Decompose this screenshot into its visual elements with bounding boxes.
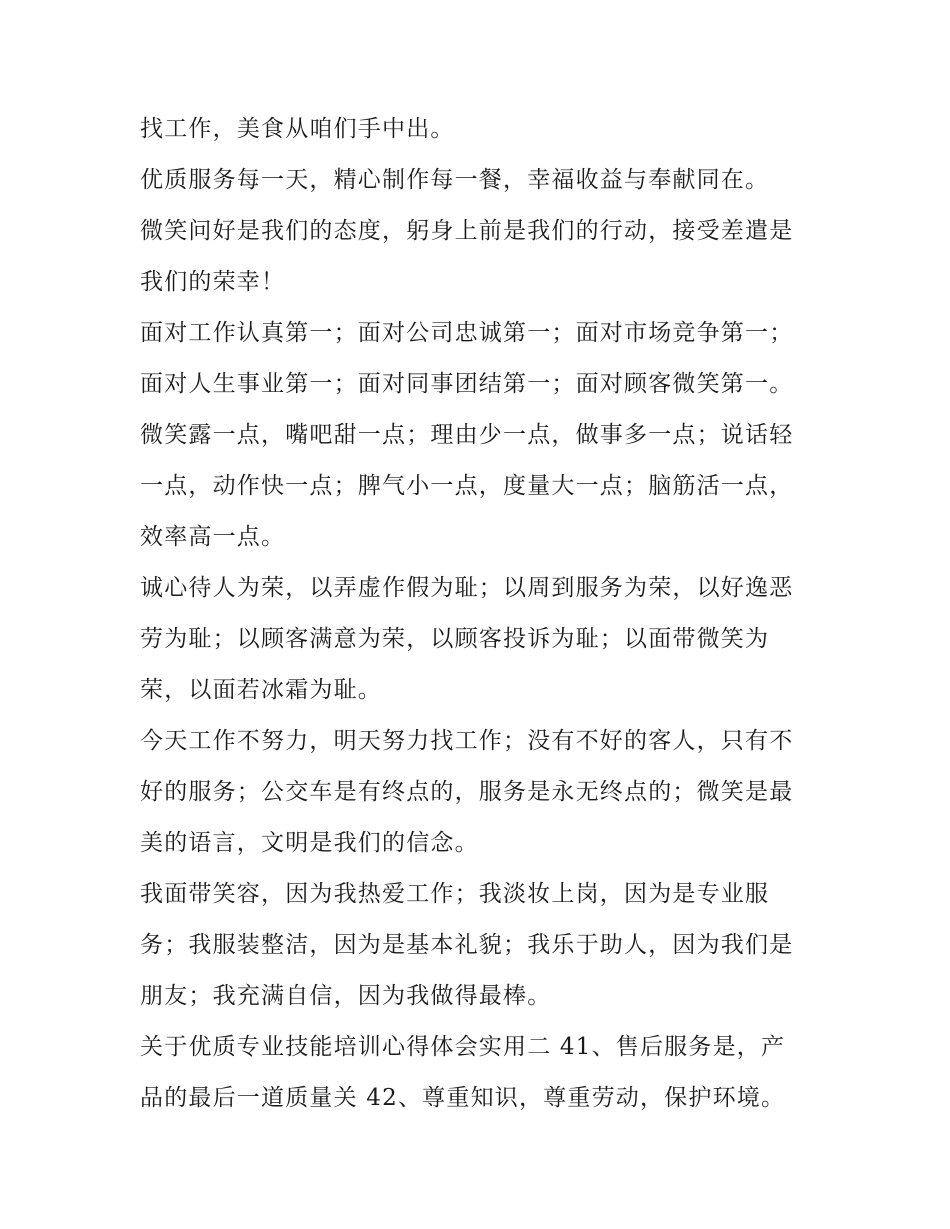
text-line: 面对人生事业第一；面对同事团结第一；面对顾客微笑第一。 [140, 371, 794, 397]
text-line: 务；我服装整洁，因为是基本礼貌；我乐于助人，因为我们是 [140, 932, 794, 958]
text-line: 微笑问好是我们的态度，躬身上前是我们的行动，接受差遣是 [140, 218, 794, 244]
text-line: 我面带笑容，因为我热爱工作；我淡妆上岗，因为是专业服 [140, 881, 770, 907]
text-line: 效率高一点。 [140, 524, 286, 550]
text-line: 今天工作不努力，明天努力找工作；没有不好的客人，只有不 [140, 728, 794, 754]
text-line: 找工作，美食从咱们手中出。 [140, 116, 455, 142]
text-line: 关于优质专业技能培训心得体会实用二 41、售后服务是，产 [140, 1034, 786, 1060]
text-line: 朋友；我充满自信，因为我做得最棒。 [140, 983, 552, 1009]
text-line: 优质服务每一天，精心制作每一餐，幸福收益与奉献同在。 [140, 167, 770, 193]
text-line: 一点，动作快一点；脾气小一点，度量大一点；脑筋活一点， [140, 473, 794, 499]
text-line: 好的服务；公交车是有终点的，服务是永无终点的；微笑是最 [140, 779, 794, 805]
text-line: 我们的荣幸！ [140, 269, 286, 295]
text-line: 诚心待人为荣，以弄虚作假为耻；以周到服务为荣，以好逸恶 [140, 575, 794, 601]
text-line: 劳为耻；以顾客满意为荣，以顾客投诉为耻；以面带微笑为 [140, 626, 770, 652]
text-line: 面对工作认真第一；面对公司忠诚第一；面对市场竞争第一； [140, 320, 794, 346]
text-line: 美的语言，文明是我们的信念。 [140, 830, 479, 856]
document-body [140, 104, 820, 1124]
text-line: 荣，以面若冰霜为耻。 [140, 677, 382, 703]
text-line: 微笑露一点，嘴吧甜一点；理由少一点，做事多一点；说话轻 [140, 422, 794, 448]
text-line: 品的最后一道质量关 42、尊重知识，尊重劳动，保护环境。 [140, 1085, 786, 1111]
